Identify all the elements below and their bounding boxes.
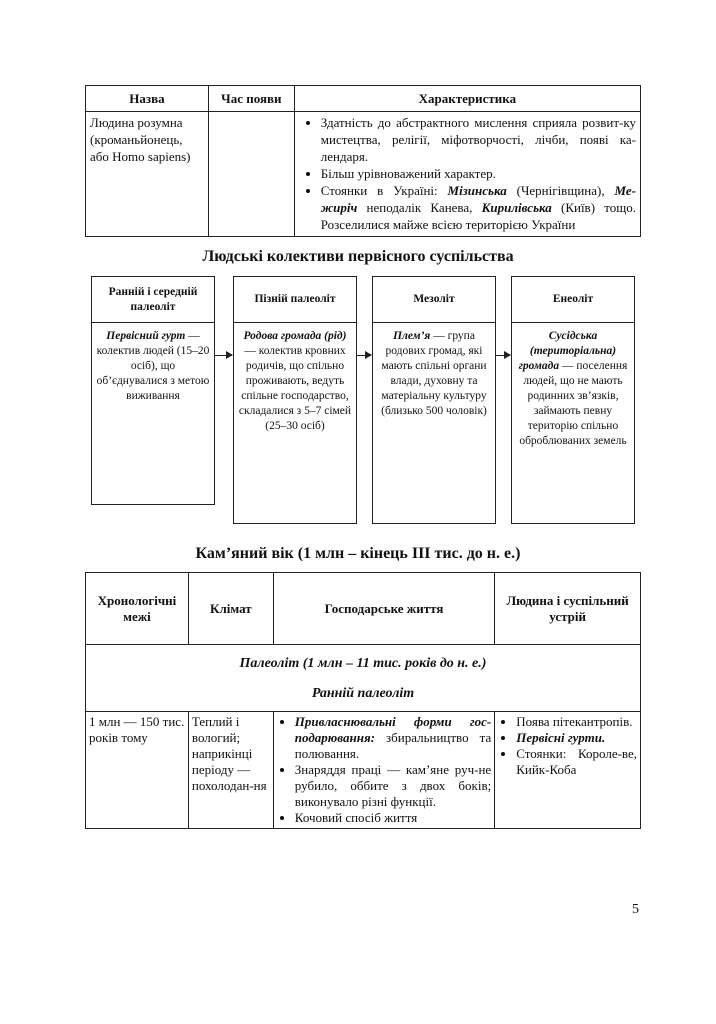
subperiod-title: Ранній палеоліт: [311, 686, 415, 701]
humans-table: [85, 85, 641, 237]
list-item: • Кочовий спосіб життя: [295, 810, 491, 826]
header-economy: Господарське життя: [273, 573, 494, 645]
cell-characteristics: [294, 112, 640, 237]
period-row: [86, 645, 641, 712]
list-item: • Привласнювальні форми гос-подарювання: збиральництво та полювання.: [295, 714, 491, 762]
header-climate: Клімат: [188, 573, 273, 645]
header-society: Людина і суспільний устрій: [495, 573, 641, 645]
cell-economy: [273, 712, 494, 829]
box-header: Пізній палеоліт: [234, 277, 356, 323]
list-item: • Стоянки в Україні: Мізинська (Чернігівщина), Ме-жиріч неподалік Канева, Кирилівська (Київ) тощо. Розселилися майже всією територією України: [321, 182, 636, 233]
period-cell: [86, 645, 641, 712]
cell-name: Людина розумна (кроманьйонець, або Homo sapiens): [86, 112, 209, 237]
box-mesolithic: [372, 276, 496, 524]
box-header: Мезоліт: [373, 277, 495, 323]
cell-society: [495, 712, 641, 829]
cell-chronology: 1 млн — 150 тис. років тому: [86, 712, 189, 829]
arrow-icon: [215, 355, 232, 356]
site-kyrylivska: Кирилівська: [481, 200, 552, 215]
header-chronology: Хронологічні межі: [86, 573, 189, 645]
box-early-paleolithic: [91, 276, 215, 505]
stone-age-header: [86, 573, 641, 645]
box-header: Енеоліт: [512, 277, 634, 323]
arrow-icon: [496, 355, 510, 356]
list-item: • Здатність до абстрактного мислення сприяла розвит-ку мистецтва, релігії, міфотворчості, лічби, появі ка-лендаря.: [321, 114, 636, 165]
header-characteristics: Характеристика: [294, 86, 640, 112]
cell-climate: Теплий і вологий; наприкінці періоду — похолодан-ня: [188, 712, 273, 829]
humans-table-header: [86, 86, 641, 112]
cell-time: [208, 112, 294, 237]
list-item: • Первісні гурти.: [516, 730, 637, 746]
header-time: Час появи: [208, 86, 294, 112]
box-body: Сусідська (територіальна) громада — поселення людей, що не мають родинних зв’язків, займають певну територію спільно оброблюваних земель: [518, 330, 628, 447]
box-body: Первісний гурт — колектив людей (15–20 осіб), що об’єднувалися з метою виживання: [96, 330, 210, 402]
box-eneolithic: [511, 276, 635, 524]
list-item: • Поява пітекантропів.: [516, 714, 637, 730]
box-body: Плем’я — група родових громад, які мають спільні органи влади, духовну та матеріальну культуру (близько 500 чоловік): [381, 330, 487, 417]
list-item: • Більш урівноважений характер.: [321, 165, 636, 182]
site-mezhyrich: Ме-жиріч: [320, 183, 636, 215]
page-number: 5: [632, 902, 639, 917]
stone-age-table: [85, 572, 641, 829]
site-mizynska: Мізинська: [447, 183, 507, 198]
stone-age-title: Кам’яний вік (1 млн – кінець ІІІ тис. до н. е.): [195, 545, 521, 562]
table-row: [86, 112, 641, 237]
box-late-paleolithic: [233, 276, 357, 524]
collectives-title: Людські колективи первісного суспільства: [202, 248, 514, 265]
arrow-icon: [357, 355, 371, 356]
period-title: Палеоліт (1 млн – 11 тис. років до н. е.): [239, 656, 487, 671]
list-item: • Стоянки: Короле-ве, Кийк-Коба: [516, 746, 637, 778]
box-header: Ранній і середній палеоліт: [92, 277, 214, 323]
list-item: • Знаряддя праці — кам’яне руч-не рубило, оббите з двох боків; виконувало різні функції.: [295, 762, 491, 810]
box-body: Родова громада (рід) — колектив кровних родичів, що спільно проживають, ведуть спільне господарство, складалися з 5–7 сімей (25–30 осіб): [238, 330, 352, 432]
header-name: Назва: [86, 86, 209, 112]
table-row: [86, 712, 641, 829]
